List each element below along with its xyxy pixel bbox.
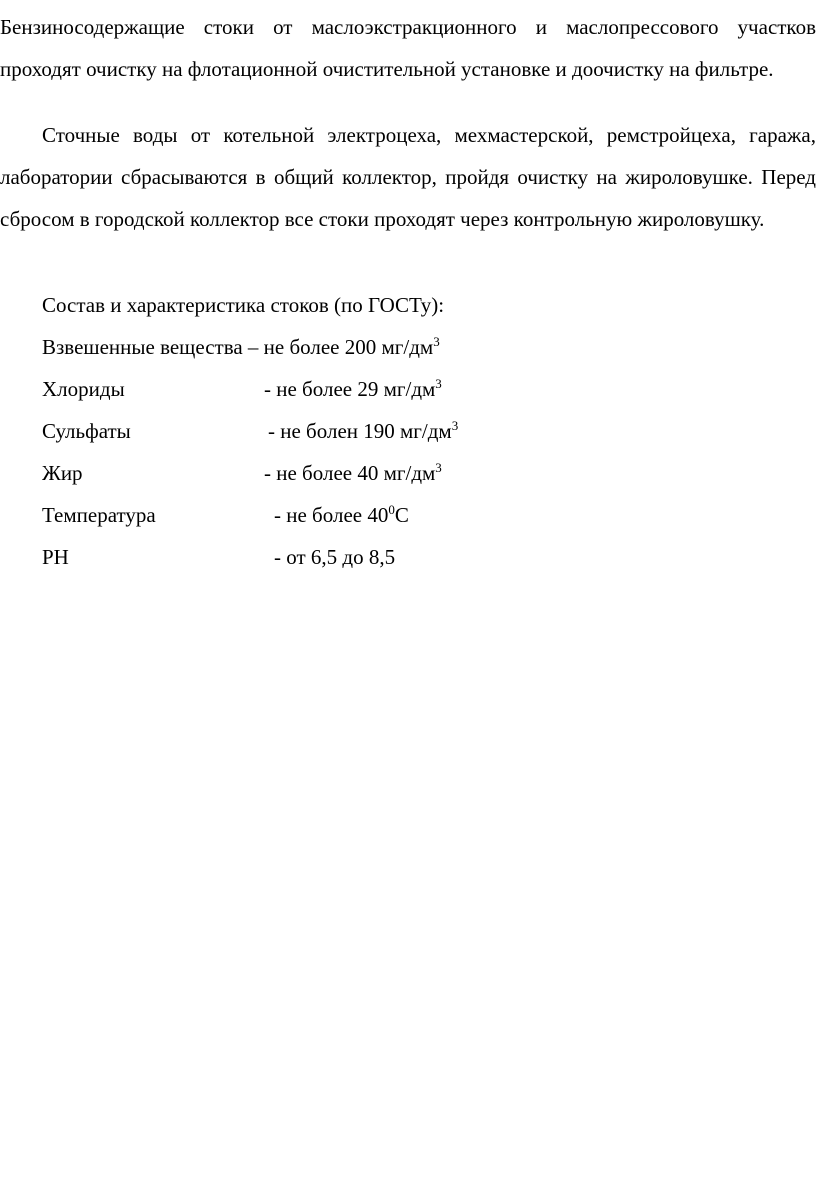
- composition-row-ph: [0, 536, 816, 578]
- parameter-name: Взвешенные вещества: [42, 335, 243, 359]
- parameter-superscript: 3: [451, 418, 459, 433]
- composition-row-sulfates: [0, 410, 816, 452]
- parameter-value: - не более 29 мг/дм: [264, 377, 436, 401]
- parameter-value-wrap: [274, 494, 409, 536]
- parameter-value-wrap: [268, 410, 458, 452]
- composition-row-suspended: [0, 326, 816, 368]
- parameter-tail: С: [394, 503, 409, 527]
- paragraph-2: Сточные воды от котельной электроцеха, мехмастерской, ремстройцеха, гаража, лаборатории сбрасываются в общий коллектор, пройдя очистку на жироловушке. Перед сбросом в городской коллектор все стоки проходят через контрольную жироловушку.: [0, 123, 816, 231]
- parameter-value: – не более 200 мг/дм: [242, 335, 434, 359]
- parameter-superscript: 0: [388, 502, 395, 517]
- parameter-value-wrap: [264, 452, 442, 494]
- composition-row-fat: [0, 452, 816, 494]
- parameter-value: - от 6,5 до 8,5: [274, 545, 396, 569]
- composition-row-chlorides: [0, 368, 816, 410]
- parameter-value: - не болен 190 мг/дм: [268, 419, 452, 443]
- parameter-value-wrap: [264, 368, 442, 410]
- parameter-superscript: 3: [435, 460, 442, 475]
- parameter-name: Сульфаты: [42, 419, 131, 443]
- parameter-superscript: 3: [433, 334, 440, 349]
- parameter-name: Температура: [42, 503, 156, 527]
- paragraph-1: Бензиносодержащие стоки от маслоэкстракционного и маслопрессового участков проходят очистку на флотационной очистительной установке и доочистку на фильтре.: [0, 15, 816, 81]
- parameter-name: Жир: [42, 461, 83, 485]
- parameter-value: - не более 40: [274, 503, 389, 527]
- parameter-name: РН: [42, 545, 69, 569]
- parameter-value: - не более 40 мг/дм: [264, 461, 436, 485]
- composition-heading: Состав и характеристика стоков (по ГОСТу):: [42, 293, 445, 317]
- parameter-value-wrap: [274, 536, 395, 578]
- parameter-name: Хлориды: [42, 377, 125, 401]
- parameter-superscript: 3: [435, 376, 442, 391]
- composition-row-temperature: [0, 494, 816, 536]
- composition-row-text: [42, 326, 440, 368]
